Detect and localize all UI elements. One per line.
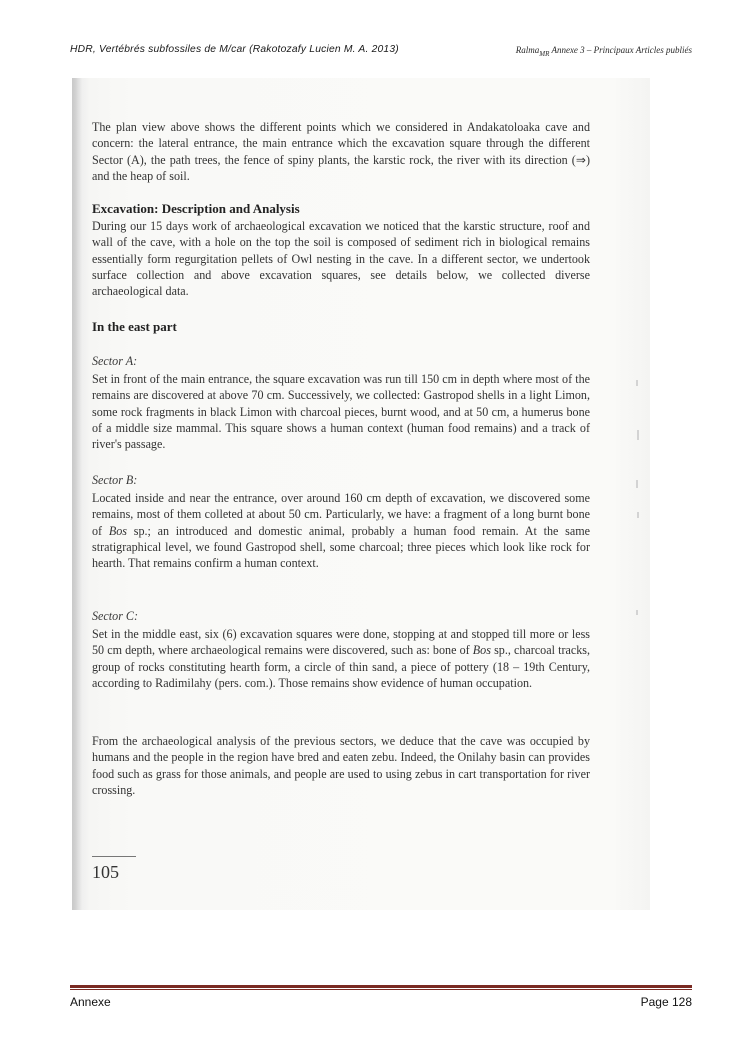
scan-page-number-rule	[92, 856, 136, 857]
header-right-subscript: MR	[539, 49, 550, 58]
scan-margin-mark	[636, 380, 638, 386]
sector-c-paragraph	[92, 626, 590, 691]
sector-b-title: Sector B:	[92, 473, 138, 487]
header-right-prefix: Ralma	[515, 45, 540, 55]
sector-b-text-1: Located inside and near the entrance, over around 160 cm depth of excavation, we discovered some remains, most of them colleted at about 50 cm. Particularly, we have: a fragment of a long burnt bone of	[92, 491, 590, 538]
excavation-heading: Excavation: Description and Analysis	[92, 201, 300, 216]
footer-section-label: Annexe	[70, 995, 111, 1009]
sector-c-genus: Bos	[472, 643, 491, 658]
intro-paragraph: The plan view above shows the different points which we considered in Andakatoloaka cave and concern: the lateral entrance, the main entrance which the excavation square through the different Sector (A), the path trees, the fence of spiny plants, the karstic rock, the river with its direction (⇒) and the heap of soil.	[92, 120, 590, 183]
footer-rule-thick	[70, 985, 692, 988]
scan-margin-mark	[636, 480, 638, 488]
sector-b-genus: Bos	[108, 523, 127, 538]
east-part-heading: In the east part	[92, 319, 177, 334]
conclusion-paragraph: From the archaeological analysis of the previous sectors, we deduce that the cave was occupied by humans and the people in the region have bred and eaten zebu. Indeed, the Onilahy basin can provides food such as grass for those animals, and people are used to using zebus in cart transportation for river crossing.	[92, 734, 590, 797]
sector-a-paragraph: Set in front of the main entrance, the square excavation was run till 150 cm in depth where most of the remains are discovered at above 70 cm. Successively, we collected: Gastropod shells in a light Limon, some rock fragments in black Limon with charcoal pieces, burnt wood, and at 50 cm, a humerus bone of a middle size mammal. This square shows a human context (human food remains) and a track of river's passage.	[92, 372, 590, 452]
footer-page-number: Page 128	[640, 995, 692, 1009]
sector-b-paragraph	[92, 490, 590, 571]
excavation-paragraph: During our 15 days work of archaeological excavation we noticed that the karstic structure, roof and wall of the cave, with a hole on the top the soil is composed of sediment rich in biological remains essentially form regurgitation pellets of Owl nesting in the cave. In a different sector, we undertook surface collection and above excavation squares, see details below, we collected diverse archaeological data.	[92, 219, 590, 299]
footer-rule-thin	[70, 989, 692, 990]
header-left-title: HDR, Vertébrés subfossiles de M/car (Rakotozafy Lucien M. A. 2013)	[70, 44, 399, 55]
header-right-suffix: Annexe 3 – Principaux Articles publiés	[549, 45, 692, 55]
sector-c-title: Sector C:	[92, 609, 139, 623]
scan-binding-shadow	[72, 78, 82, 910]
scan-margin-mark	[637, 430, 639, 440]
sector-c-text-2: sp., charcoal tracks, group of rocks constituting hearth form, a circle of thin sand, a piece of pottery (18 – 19th Century, according to Radimilahy (pers. com.). Those remains show evidence of human occupation.	[92, 643, 590, 690]
scan-page-number: 105	[92, 862, 119, 882]
sector-b-text-2: sp.; an introduced and domestic animal, probably a human food remain. At the same stratigraphical level, we found Gastropod shell, some charcoal; three pieces which look like rock for hearth. That remains confirm a human context.	[92, 523, 590, 571]
scan-margin-mark	[637, 512, 639, 518]
sector-c-text-1: Set in the middle east, six (6) excavation squares were done, stopping at and stopped till more or less 50 cm depth, where archaeological remains were discovered, such as: bone of	[92, 627, 590, 658]
header-right-title	[516, 45, 692, 58]
running-header	[70, 42, 692, 62]
sector-a-title: Sector A:	[92, 354, 138, 368]
scan-margin-mark	[636, 610, 638, 615]
